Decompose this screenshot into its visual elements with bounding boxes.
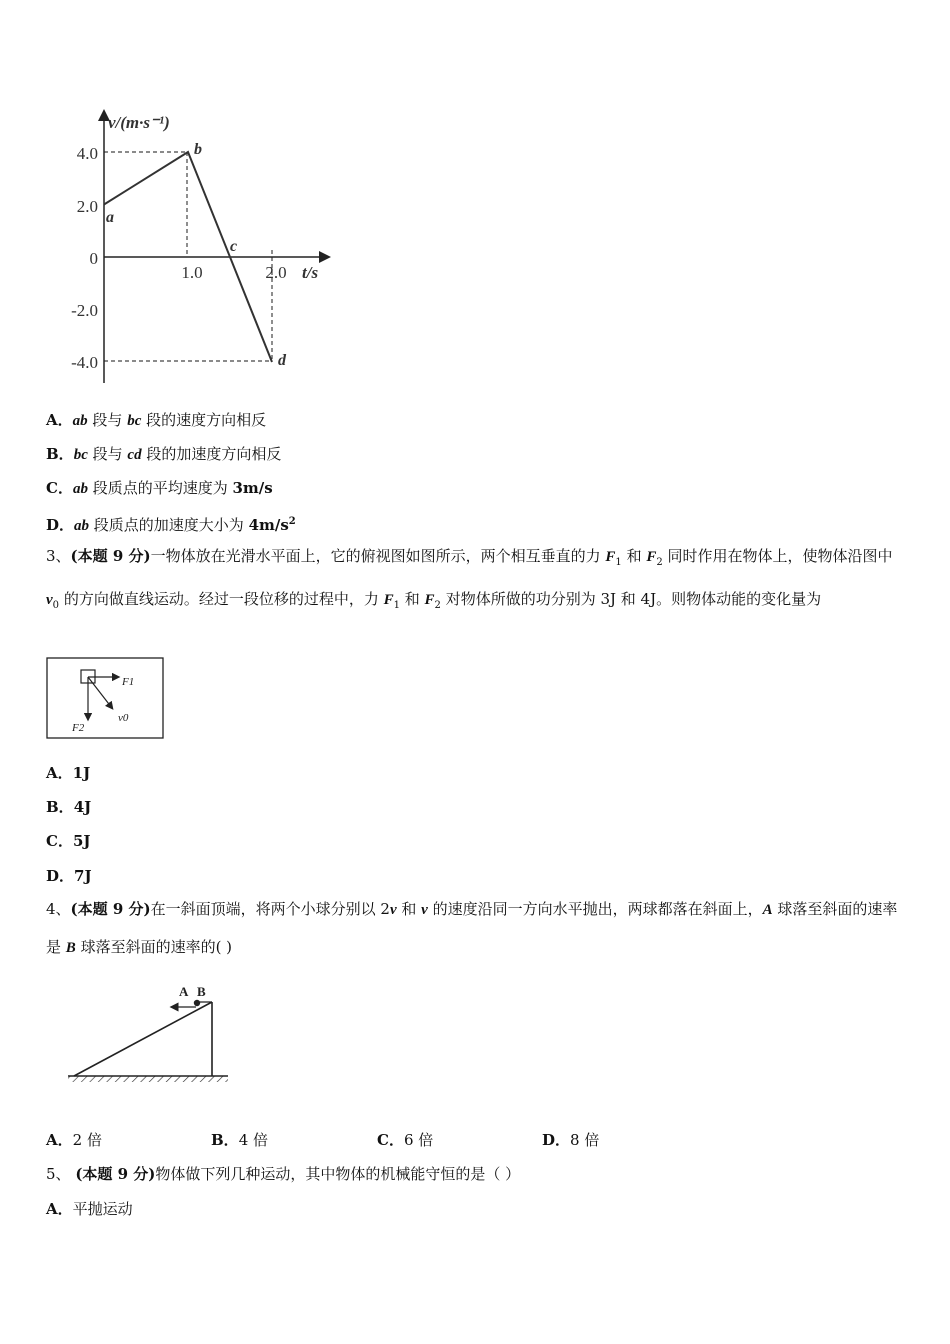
point-label-a: a	[106, 209, 114, 226]
y-axis-label: v/(m·s⁻¹)	[108, 113, 170, 132]
x-tick-label: 2.0	[265, 263, 287, 282]
vt-graph	[40, 100, 350, 385]
f1-label: F1	[122, 676, 135, 688]
q2-option-d[interactable]: D．ab 段质点的加速度大小为 $4m/s^2$	[46, 516, 296, 534]
force-diagram	[46, 657, 166, 741]
v0-label: v0	[118, 712, 129, 724]
incline-diagram	[64, 980, 234, 1090]
q4-option-b[interactable]: B．4 倍	[211, 1131, 268, 1149]
q4-option-a[interactable]: A．2 倍	[46, 1131, 102, 1149]
ground-hatch	[68, 1076, 228, 1082]
x-axis-label: t/s	[302, 263, 319, 282]
q4-stem: 4、(本题 9 分)在一斜面顶端，将两个小球分别以 2v 和 v 的速度沿同一方向水平抛出，两球都落在斜面上，A 球落至斜面的速率是 B 球落至斜面的速率的( )	[46, 900, 898, 956]
point-label-d: d	[278, 352, 286, 369]
x-tick-label: 1.0	[181, 263, 203, 282]
q4-option-d[interactable]: D．8 倍	[542, 1131, 600, 1149]
f2-label: F2	[72, 722, 85, 734]
q3-option-a[interactable]: A．1J	[46, 764, 91, 782]
q4-option-c[interactable]: C．6 倍	[377, 1131, 434, 1149]
y-tick-label: -4.0	[71, 353, 98, 372]
q5-stem: 5、 (本题 9 分)物体做下列几种运动，其中物体的机械能守恒的是（ ）	[46, 1165, 521, 1183]
y-tick-label: 0	[89, 249, 98, 268]
y-tick-label: -2.0	[71, 301, 98, 320]
q2-option-a[interactable]: A．ab 段与 bc 段的速度方向相反	[46, 411, 267, 429]
label-a: A	[179, 984, 189, 999]
q2-option-c[interactable]: C．ab 段质点的平均速度为 3m/s	[46, 479, 273, 497]
ball	[194, 1000, 200, 1006]
incline-slope	[74, 1002, 212, 1076]
q3-option-b[interactable]: B．4J	[46, 798, 92, 816]
q3-stem: 3、(本题 9 分)一物体放在光滑水平面上，它的俯视图如图所示，两个相互垂直的力 $F_1$ 和 $F_2$ 同时作用在物体上，使物体沿图中 $v_0$ 的方向做直线运动。经过一段位移的过程中，力 $F_1$ 和 $F_2$ 对物体所做的功分别为 3J 和 4J。则物体动能的变化量为	[46, 547, 893, 611]
q3-option-c[interactable]: C．5J	[46, 832, 91, 850]
v0-arrow	[88, 677, 112, 708]
point-label-b: b	[194, 141, 202, 158]
point-label-c: c	[230, 238, 238, 255]
label-b: B	[197, 984, 206, 999]
q2-option-b[interactable]: B．bc 段与 cd 段的加速度方向相反	[46, 445, 282, 463]
q5-option-a[interactable]: A．平抛运动	[46, 1200, 133, 1218]
y-tick-label: 4.0	[76, 144, 98, 163]
y-tick-label: 2.0	[76, 197, 98, 216]
q3-option-d[interactable]: D．7J	[46, 867, 92, 885]
